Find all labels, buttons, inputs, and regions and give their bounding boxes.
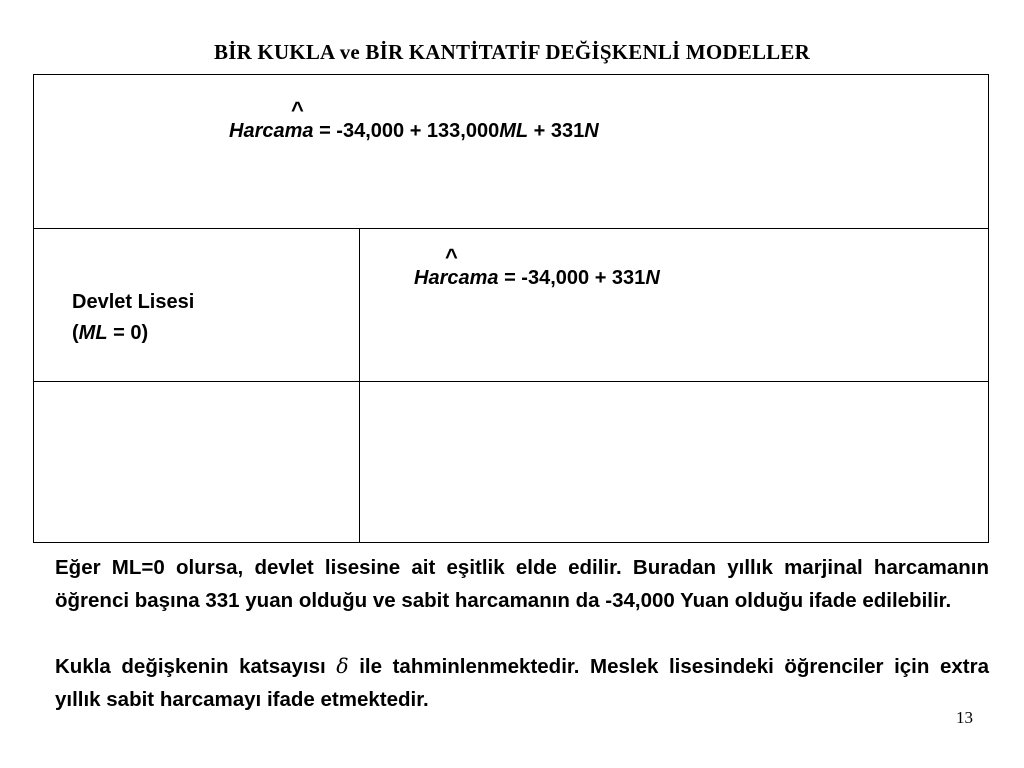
equation-lhs: Harcama	[414, 267, 499, 289]
slide-title: BİR KUKLA ve BİR KANTİTATİF DEĞİŞKENLİ MODELLER	[214, 40, 810, 64]
state-school-label	[72, 287, 194, 349]
paragraph-2-before: Kukla değişkenin katsayısı	[55, 655, 337, 678]
table-row-divider	[34, 228, 988, 229]
hat-symbol: ^	[445, 244, 458, 269]
paren-open: (	[72, 322, 79, 344]
equation-table	[33, 74, 989, 543]
harcama-estimate	[414, 244, 499, 289]
table-column-divider	[359, 229, 360, 542]
general-regression-equation	[229, 97, 599, 143]
variable-n: N	[584, 120, 599, 142]
harcama-estimate	[229, 97, 314, 142]
equation-rhs-middle: + 331	[528, 120, 585, 142]
state-school-name: Devlet Lisesi	[72, 291, 195, 313]
explanation-paragraph-2	[55, 650, 989, 716]
condition-value: = 0)	[107, 322, 149, 344]
paragraph-2-after: ile tahminlenmektedir. Meslek lisesindeki öğrenciler için extra yıllık sabit harcamayı ifade etmektedir.	[55, 655, 989, 711]
variable-ml: ML	[499, 120, 529, 142]
equation-rhs-prefix: = -34,000 + 133,000	[313, 120, 500, 142]
explanation-paragraph-1: Eğer ML=0 olursa, devlet lisesine ait eşitlik elde edilir. Buradan yıllık marjinal harcamanın öğrenci başına 331 yuan olduğu ve sabit harcamanın da -34,000 Yuan olduğu ifade edilebilir.	[55, 556, 989, 612]
condition-variable-ml: ML	[78, 322, 108, 344]
delta-symbol: δ	[336, 654, 349, 678]
state-school-condition	[72, 318, 194, 349]
state-school-equation	[414, 244, 660, 290]
page-number: 13	[956, 708, 973, 727]
equation-lhs: Harcama	[229, 120, 314, 142]
hat-symbol: ^	[291, 97, 304, 122]
equation-rhs-prefix: = -34,000 + 331	[498, 267, 646, 289]
variable-n: N	[645, 267, 660, 289]
table-row-divider	[34, 381, 988, 382]
